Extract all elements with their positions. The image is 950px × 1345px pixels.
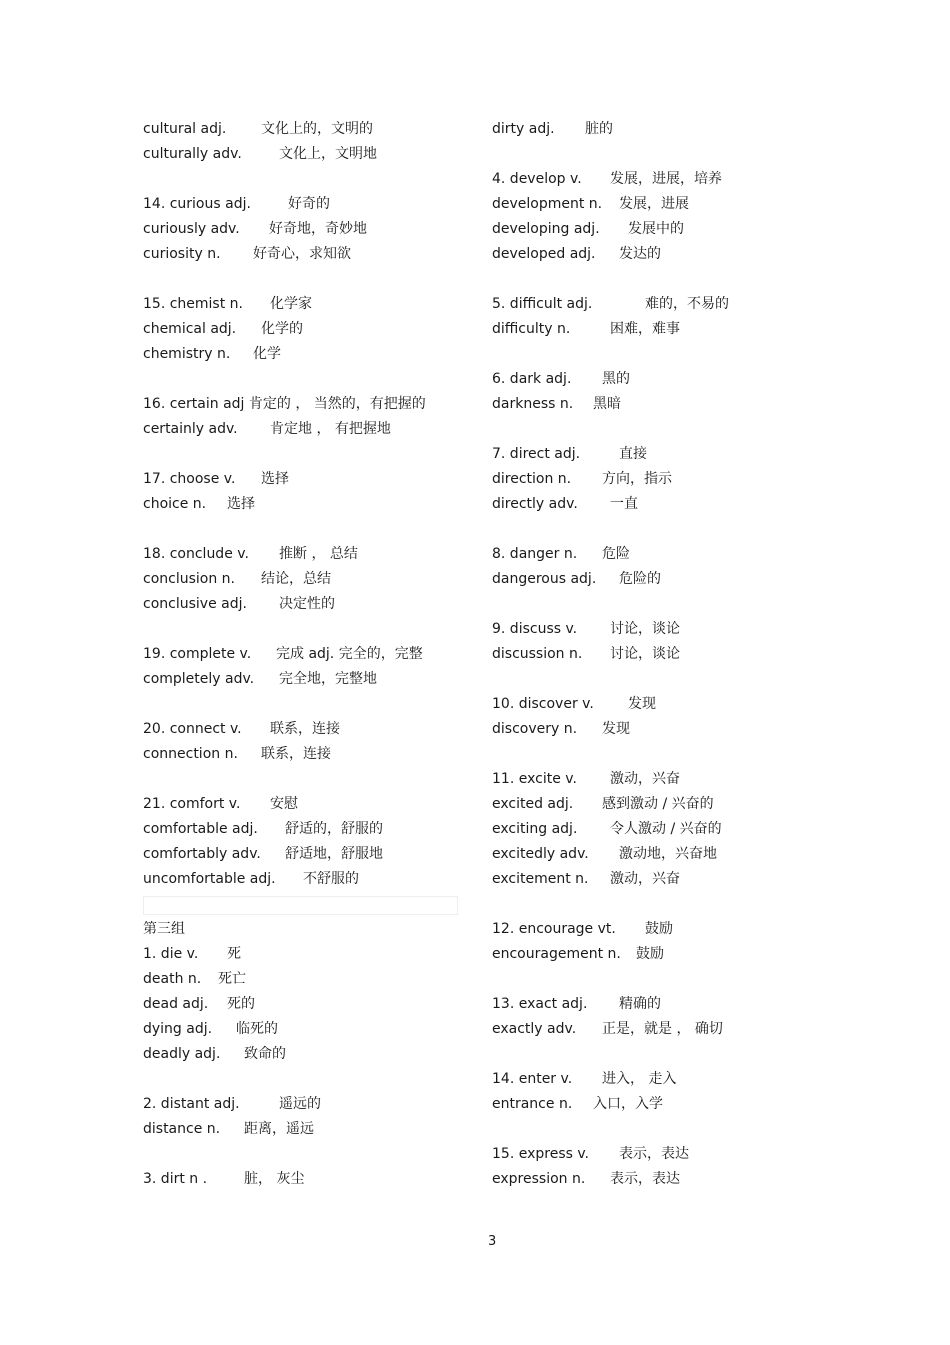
left-column <box>143 117 473 1192</box>
vocab-word: dead adj. <box>143 996 209 1012</box>
right-column <box>492 117 822 1192</box>
vocab-meaning: 联系，连接 <box>270 721 340 737</box>
vocab-word: distance n. <box>143 1121 221 1137</box>
vocab-word: 1. die v. <box>143 946 199 962</box>
vocab-word: darkness n. <box>492 396 574 412</box>
vocab-word: 2. distant adj. <box>143 1096 240 1112</box>
vocab-entry <box>143 217 473 242</box>
vocab-meaning: 一直 <box>610 496 638 512</box>
vocab-word: culturally adv. <box>143 146 242 162</box>
vocab-entry <box>492 392 822 417</box>
vocab-entry <box>492 767 822 792</box>
vocab-entry <box>492 192 822 217</box>
vocab-entry <box>492 542 822 567</box>
vocab-word: encouragement n. <box>492 946 621 962</box>
vocab-word: excitement n. <box>492 871 589 887</box>
vocab-entry <box>492 842 822 867</box>
vocab-word: 3. dirt n . <box>143 1171 208 1187</box>
vocab-entry <box>492 567 822 592</box>
spacer <box>143 517 473 542</box>
vocab-meaning: 发展，进展 <box>619 196 689 212</box>
vocab-entry <box>143 317 473 342</box>
vocab-meaning: 化学 <box>253 346 281 362</box>
vocab-entry <box>143 817 473 842</box>
vocab-meaning: 死 <box>227 946 241 962</box>
vocab-meaning: 选择 <box>227 496 255 512</box>
vocab-meaning: 化学家 <box>270 296 312 312</box>
vocab-entry <box>143 542 473 567</box>
vocab-meaning: 危险 <box>602 546 630 562</box>
vocab-word: dirty adj. <box>492 121 555 137</box>
vocab-meaning: 进入， 走入 <box>602 1071 677 1087</box>
vocab-meaning: 黑的 <box>602 371 630 387</box>
vocab-word: entrance n. <box>492 1096 573 1112</box>
vocab-entry <box>143 842 473 867</box>
vocab-meaning: 表示，表达 <box>619 1146 689 1162</box>
section-divider <box>143 896 458 915</box>
vocab-meaning: 讨论，谈论 <box>610 646 680 662</box>
vocab-entry <box>492 1017 822 1042</box>
vocab-entry <box>143 467 473 492</box>
vocab-meaning: 激动，兴奋 <box>610 871 680 887</box>
vocab-word: 5. difficult adj. <box>492 296 593 312</box>
vocab-entry <box>492 642 822 667</box>
vocab-word: 10. discover v. <box>492 696 594 712</box>
vocab-entry <box>143 567 473 592</box>
vocab-word: 21. comfort v. <box>143 796 241 812</box>
vocab-word: 9. discuss v. <box>492 621 578 637</box>
vocab-word: curiosity n. <box>143 246 221 262</box>
vocab-word: excited adj. <box>492 796 574 812</box>
vocab-entry <box>492 942 822 967</box>
vocab-word: deadly adj. <box>143 1046 221 1062</box>
vocab-meaning: 感到激动 / 兴奋的 <box>602 796 714 812</box>
vocab-meaning: 文化上，文明地 <box>279 146 377 162</box>
vocab-entry <box>492 1067 822 1092</box>
vocab-entry <box>143 667 473 692</box>
spacer <box>143 167 473 192</box>
vocab-meaning: 难的，不易的 <box>645 296 729 312</box>
vocab-word: exciting adj. <box>492 821 578 837</box>
vocab-entry <box>143 742 473 767</box>
vocab-word: 4. develop v. <box>492 171 582 187</box>
vocab-meaning: 鼓励 <box>645 921 673 937</box>
vocab-word: completely adv. <box>143 671 255 687</box>
spacer <box>492 742 822 767</box>
vocab-meaning: 直接 <box>619 446 647 462</box>
vocab-meaning: 正是，就是 ， 确切 <box>602 1021 723 1037</box>
vocab-word: 8. danger n. <box>492 546 578 562</box>
vocab-entry <box>143 717 473 742</box>
vocab-entry <box>492 467 822 492</box>
vocab-meaning: 讨论，谈论 <box>610 621 680 637</box>
vocab-entry <box>143 1092 473 1117</box>
vocab-entry <box>492 692 822 717</box>
spacer <box>492 267 822 292</box>
vocab-meaning: 结论，总结 <box>261 571 331 587</box>
vocab-word: comfortable adj. <box>143 821 258 837</box>
vocab-word: certainly adv. <box>143 421 238 437</box>
vocab-entry <box>143 242 473 267</box>
vocab-word: 20. connect v. <box>143 721 242 737</box>
vocab-word: death n. <box>143 971 202 987</box>
vocab-meaning: 精确的 <box>619 996 661 1012</box>
vocab-meaning: 发现 <box>628 696 656 712</box>
spacer <box>492 342 822 367</box>
vocab-entry <box>143 492 473 517</box>
vocab-entry <box>492 917 822 942</box>
vocab-entry <box>143 592 473 617</box>
vocab-meaning: 发现 <box>602 721 630 737</box>
vocab-entry <box>143 992 473 1017</box>
vocab-meaning: 选择 <box>261 471 289 487</box>
vocab-entry <box>143 117 473 142</box>
spacer <box>143 267 473 292</box>
page-number: 3 <box>488 1234 497 1249</box>
vocab-word: conclusive adj. <box>143 596 247 612</box>
vocab-meaning: 文化上的，文明的 <box>261 121 373 137</box>
vocab-word: developing adj. <box>492 221 600 237</box>
vocab-meaning: 脏， 灰尘 <box>244 1171 305 1187</box>
vocab-meaning: 决定性的 <box>279 596 335 612</box>
vocab-meaning: 激动，兴奋 <box>610 771 680 787</box>
vocab-word: curiously adv. <box>143 221 240 237</box>
vocab-meaning: 联系，连接 <box>261 746 331 762</box>
spacer <box>492 517 822 542</box>
vocab-meaning: 发展，进展，培养 <box>610 171 722 187</box>
spacer <box>143 617 473 642</box>
vocab-meaning: 推断 ， 总结 <box>279 546 358 562</box>
vocab-meaning: 黑暗 <box>593 396 621 412</box>
vocab-entry <box>492 317 822 342</box>
spacer <box>143 442 473 467</box>
vocab-word: discovery n. <box>492 721 578 737</box>
vocab-meaning: 入口，入学 <box>593 1096 663 1112</box>
vocab-word: 11. excite v. <box>492 771 577 787</box>
vocab-word: dying adj. <box>143 1021 213 1037</box>
spacer <box>143 367 473 392</box>
vocab-meaning: 困难，难事 <box>610 321 680 337</box>
vocab-word: excitedly adv. <box>492 846 589 862</box>
vocab-meaning: 死的 <box>227 996 255 1012</box>
section-heading: 第三组 <box>143 921 185 937</box>
vocab-entry <box>492 617 822 642</box>
vocab-word: 17. choose v. <box>143 471 236 487</box>
vocab-word: uncomfortable adj. <box>143 871 276 887</box>
vocab-word: development n. <box>492 196 603 212</box>
vocab-word: directly adv. <box>492 496 578 512</box>
vocab-meaning: 完全地，完整地 <box>279 671 377 687</box>
vocab-entry <box>492 1142 822 1167</box>
vocab-entry <box>143 192 473 217</box>
vocab-meaning: 方向，指示 <box>602 471 672 487</box>
vocab-entry <box>492 717 822 742</box>
vocab-meaning: 好奇地，奇妙地 <box>269 221 367 237</box>
vocab-entry <box>143 642 473 667</box>
vocab-meaning: 完成 adj. 完全的，完整 <box>276 646 423 662</box>
vocab-meaning: 不舒服的 <box>303 871 359 887</box>
vocab-word: chemical adj. <box>143 321 237 337</box>
vocab-meaning: 死亡 <box>218 971 246 987</box>
vocab-entry <box>143 142 473 167</box>
vocab-meaning: 发达的 <box>619 246 661 262</box>
vocab-entry <box>143 792 473 817</box>
vocab-word: 13. exact adj. <box>492 996 588 1012</box>
spacer <box>492 667 822 692</box>
vocab-entry-wrapped: 16. certain adj 肯定的 ， 当然的，有把握的 <box>143 396 426 412</box>
vocab-word: 14. enter v. <box>492 1071 573 1087</box>
vocab-word: expression n. <box>492 1171 586 1187</box>
vocab-meaning: 危险的 <box>619 571 661 587</box>
spacer <box>492 592 822 617</box>
spacer <box>492 142 822 167</box>
vocab-entry <box>492 1167 822 1192</box>
vocab-entry <box>492 367 822 392</box>
vocab-word: comfortably adv. <box>143 846 261 862</box>
vocab-entry <box>492 167 822 192</box>
vocab-word: developed adj. <box>492 246 596 262</box>
vocab-entry <box>492 792 822 817</box>
vocab-entry <box>143 967 473 992</box>
vocab-meaning: 距离，遥远 <box>244 1121 314 1137</box>
vocab-meaning: 临死的 <box>236 1021 278 1037</box>
vocab-meaning: 肯定地 ， 有把握地 <box>270 421 391 437</box>
vocab-entry <box>143 342 473 367</box>
vocab-meaning: 舒适的，舒服的 <box>285 821 383 837</box>
vocab-meaning: 致命的 <box>244 1046 286 1062</box>
vocab-entry <box>143 867 473 892</box>
vocab-meaning: 好奇心，求知欲 <box>253 246 351 262</box>
vocab-word: cultural adj. <box>143 121 227 137</box>
vocab-word: chemistry n. <box>143 346 231 362</box>
vocab-word: 6. dark adj. <box>492 371 572 387</box>
vocab-meaning: 激动地，兴奋地 <box>619 846 717 862</box>
vocab-word: difficulty n. <box>492 321 571 337</box>
vocab-word: 15. express v. <box>492 1146 590 1162</box>
vocab-entry <box>143 417 473 442</box>
vocab-entry <box>492 867 822 892</box>
vocab-meaning: 安慰 <box>270 796 298 812</box>
vocab-entry <box>143 1042 473 1067</box>
spacer <box>143 767 473 792</box>
vocab-word: choice n. <box>143 496 207 512</box>
spacer <box>492 967 822 992</box>
vocab-meaning: 发展中的 <box>628 221 684 237</box>
spacer <box>143 692 473 717</box>
spacer <box>143 1142 473 1167</box>
vocab-entry <box>492 242 822 267</box>
vocab-word: conclusion n. <box>143 571 235 587</box>
vocab-entry <box>143 292 473 317</box>
vocab-entry <box>143 942 473 967</box>
spacer <box>492 417 822 442</box>
vocab-word: 15. chemist n. <box>143 296 243 312</box>
vocab-meaning: 舒适地，舒服地 <box>285 846 383 862</box>
vocab-entry <box>143 1017 473 1042</box>
vocab-entry <box>492 492 822 517</box>
spacer <box>143 1067 473 1092</box>
vocab-entry <box>492 992 822 1017</box>
vocab-entry <box>143 1117 473 1142</box>
vocab-word: 18. conclude v. <box>143 546 249 562</box>
vocab-word: exactly adv. <box>492 1021 577 1037</box>
vocab-meaning: 令人激动 / 兴奋的 <box>610 821 722 837</box>
spacer <box>492 1042 822 1067</box>
vocab-entry <box>492 217 822 242</box>
vocab-word: dangerous adj. <box>492 571 597 587</box>
spacer <box>492 892 822 917</box>
vocab-entry <box>492 1092 822 1117</box>
vocab-word: 19. complete v. <box>143 646 252 662</box>
vocab-meaning: 好奇的 <box>288 196 330 212</box>
vocab-meaning: 遥远的 <box>279 1096 321 1112</box>
vocab-word: 14. curious adj. <box>143 196 251 212</box>
vocab-entry <box>492 442 822 467</box>
vocab-word: discussion n. <box>492 646 583 662</box>
vocab-word: 12. encourage vt. <box>492 921 616 937</box>
vocab-word: connection n. <box>143 746 238 762</box>
vocab-entry <box>492 292 822 317</box>
vocab-meaning: 表示，表达 <box>610 1171 680 1187</box>
vocab-meaning: 鼓励 <box>636 946 664 962</box>
vocab-entry <box>143 1167 473 1192</box>
spacer <box>492 1117 822 1142</box>
vocab-word: 7. direct adj. <box>492 446 581 462</box>
vocab-meaning: 化学的 <box>261 321 303 337</box>
vocab-entry <box>492 817 822 842</box>
vocab-meaning: 脏的 <box>585 121 613 137</box>
vocab-word: direction n. <box>492 471 572 487</box>
vocab-entry <box>492 117 822 142</box>
